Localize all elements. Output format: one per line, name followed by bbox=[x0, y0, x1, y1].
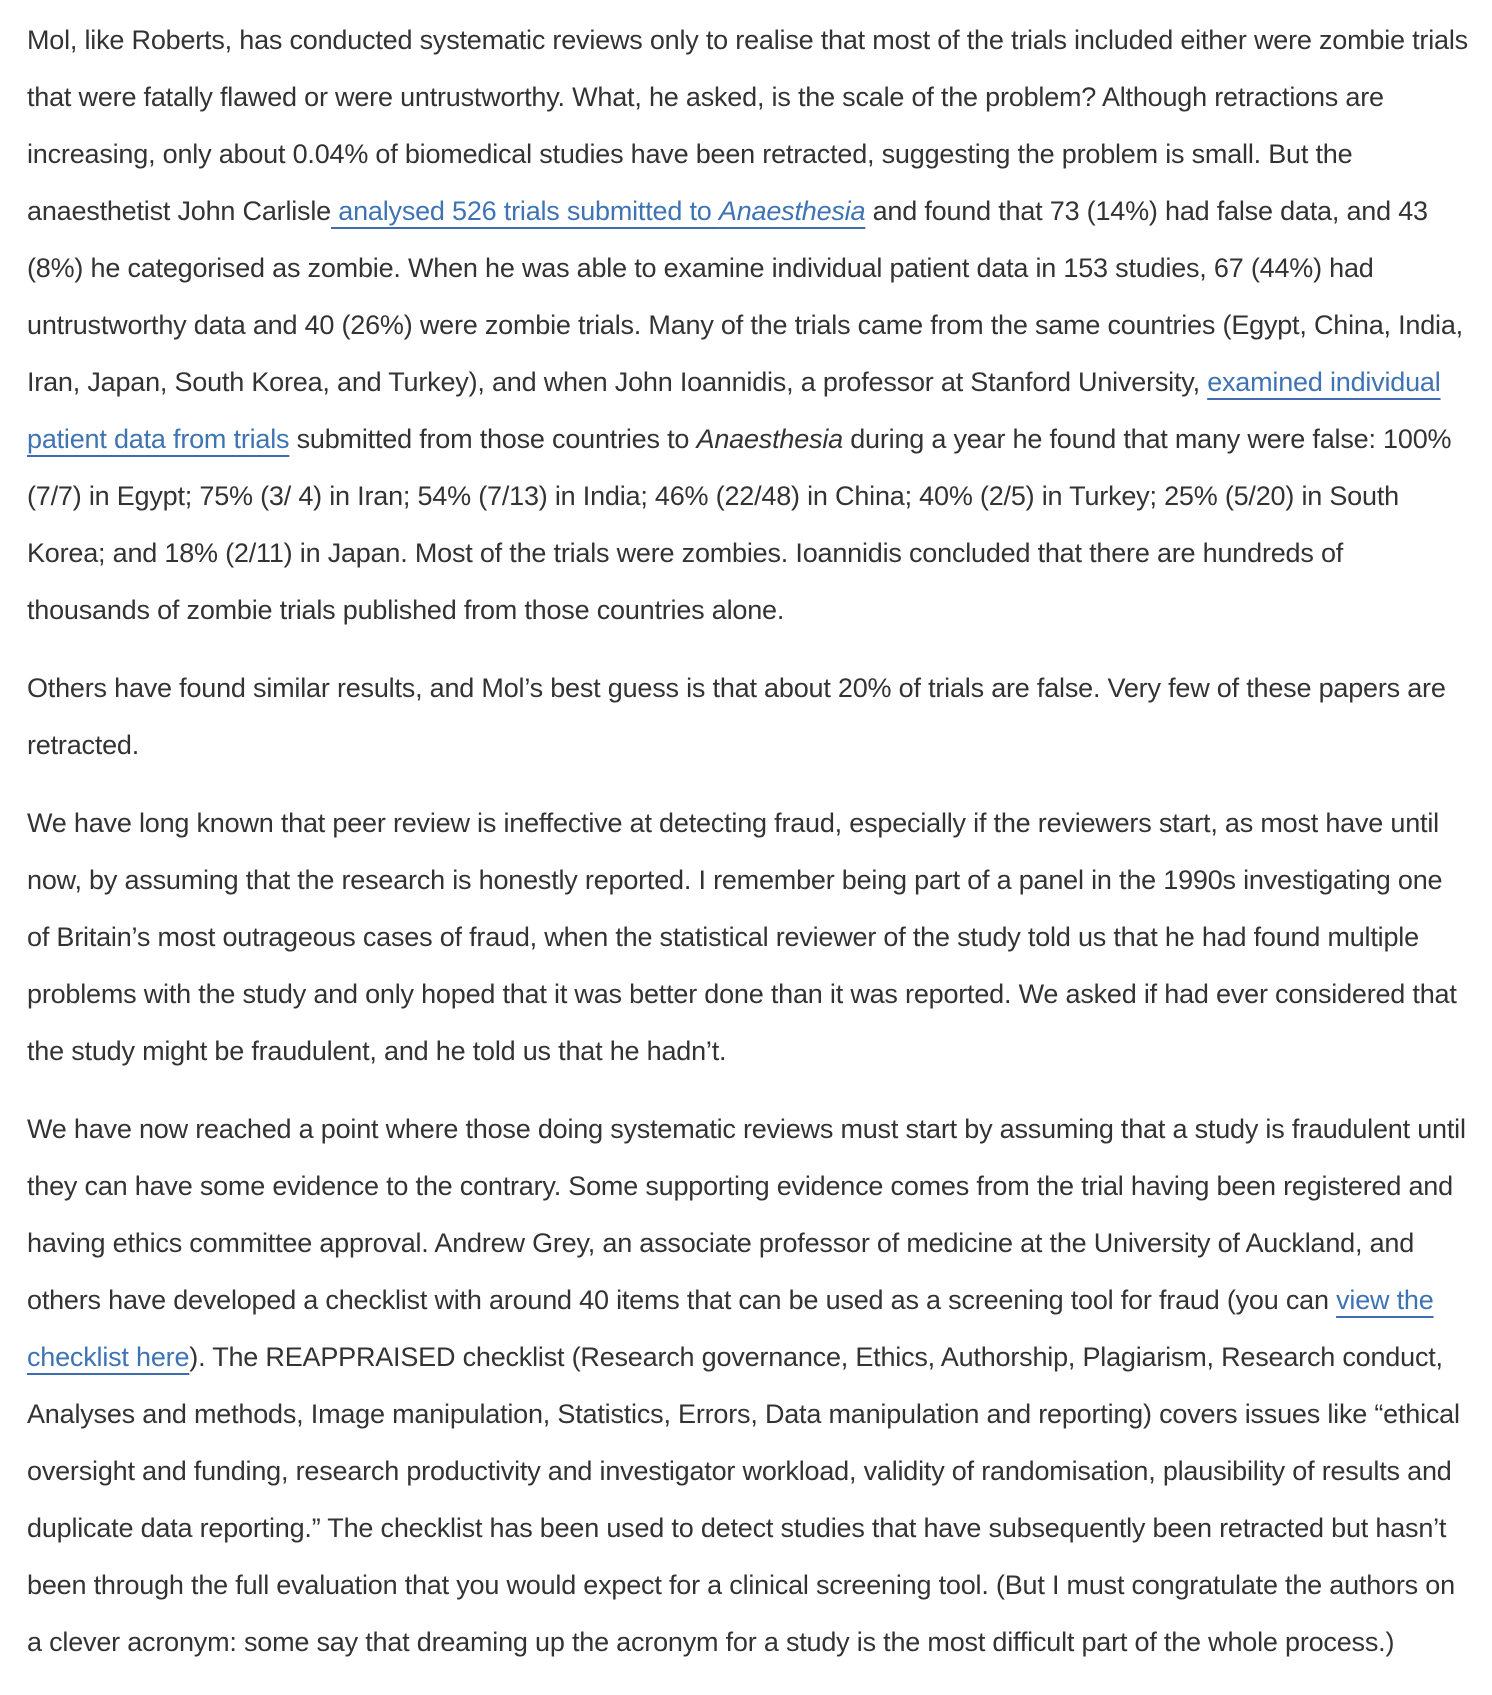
inline-link[interactable]: analysed 526 trials submitted to bbox=[330, 196, 719, 226]
text-run: submitted from those countries to bbox=[289, 424, 697, 454]
text-run: and found that 73 (14%) had false data, and 43 (8%) he categorised as zombie. When he was able to examine individual patient data in 153 studies, 67 (44%) had untrustworthy data and 40 (26%) were zombie trials. Many of the trials came from the same countries (Egypt, China, India, Iran, Japan, South Korea, and Turkey), and when John Ioannidis, a professor at Stanford University, bbox=[27, 196, 1463, 397]
text-run: ). The REAPPRAISED checklist (Research governance, Ethics, Authorship, Plagiarism, Research conduct, Analyses and methods, Image manipulation, Statistics, Errors, Data manipulation and reporting) covers issues like “ethical oversight and funding, research productivity and investigator workload, validity of randomisation, plausibility of results and duplicate data reporting.” The checklist has been used to detect studies that have subsequently been retracted but hasn’t been through the full evaluation that you would expect for a clinical screening tool. (But I must congratulate the authors on a clever acronym: some say that dreaming up the acronym for a study is the most difficult part of the whole process.) bbox=[27, 1342, 1460, 1657]
text-run: We have now reached a point where those doing systematic reviews must start by assuming that a study is fraudulent until they can have some evidence to the contrary. Some supporting evidence comes from the trial having been registered and having ethics committee approval. Andrew Grey, an associate professor of medicine at the University of Auckland, and others have developed a checklist with around 40 items that can be used as a screening tool for fraud (you can bbox=[27, 1114, 1466, 1315]
inline-link[interactable]: examined individual patient data from trials bbox=[27, 367, 1441, 454]
inline-link[interactable]: Anaesthesia bbox=[718, 196, 866, 226]
paragraph bbox=[27, 1101, 1468, 1671]
italic-text: Anaesthesia bbox=[696, 424, 843, 454]
text-run: Mol, like Roberts, has conducted systematic reviews only to realise that most of the trials included either were zombie trials that were fatally flawed or were untrustworthy. What, he asked, is the scale of the problem? Although retractions are increasing, only about 0.04% of biomedical studies have been retracted, suggesting the problem is small. But the anaesthetist John Carlisle bbox=[27, 25, 1468, 226]
text-run: We have long known that peer review is ineffective at detecting fraud, especially if the reviewers start, as most have until now, by assuming that the research is honestly reported. I remember being part of a panel in the 1990s investigating one of Britain’s most outrageous cases of fraud, when the statistical reviewer of the study told us that he had found multiple problems with the study and only hoped that it was better done than it was reported. We asked if had ever considered that the study might be fraudulent, and he told us that he hadn’t. bbox=[27, 808, 1457, 1066]
paragraph bbox=[27, 795, 1468, 1080]
paragraph bbox=[27, 12, 1468, 639]
inline-link[interactable]: view the checklist here bbox=[27, 1285, 1434, 1372]
text-run: Others have found similar results, and Mol’s best guess is that about 20% of trials are false. Very few of these papers are retracted. bbox=[27, 673, 1446, 760]
paragraph bbox=[27, 660, 1468, 774]
text-run: during a year he found that many were false: 100% (7/7) in Egypt; 75% (3/ 4) in Iran; 54% (7/13) in India; 46% (22/48) in China; 40% (2/5) in Turkey; 25% (5/20) in South Korea; and 18% (2/11) in Japan. Most of the trials were zombies. Ioannidis concluded that there are hundreds of thousands of zombie trials published from those countries alone. bbox=[27, 424, 1452, 625]
